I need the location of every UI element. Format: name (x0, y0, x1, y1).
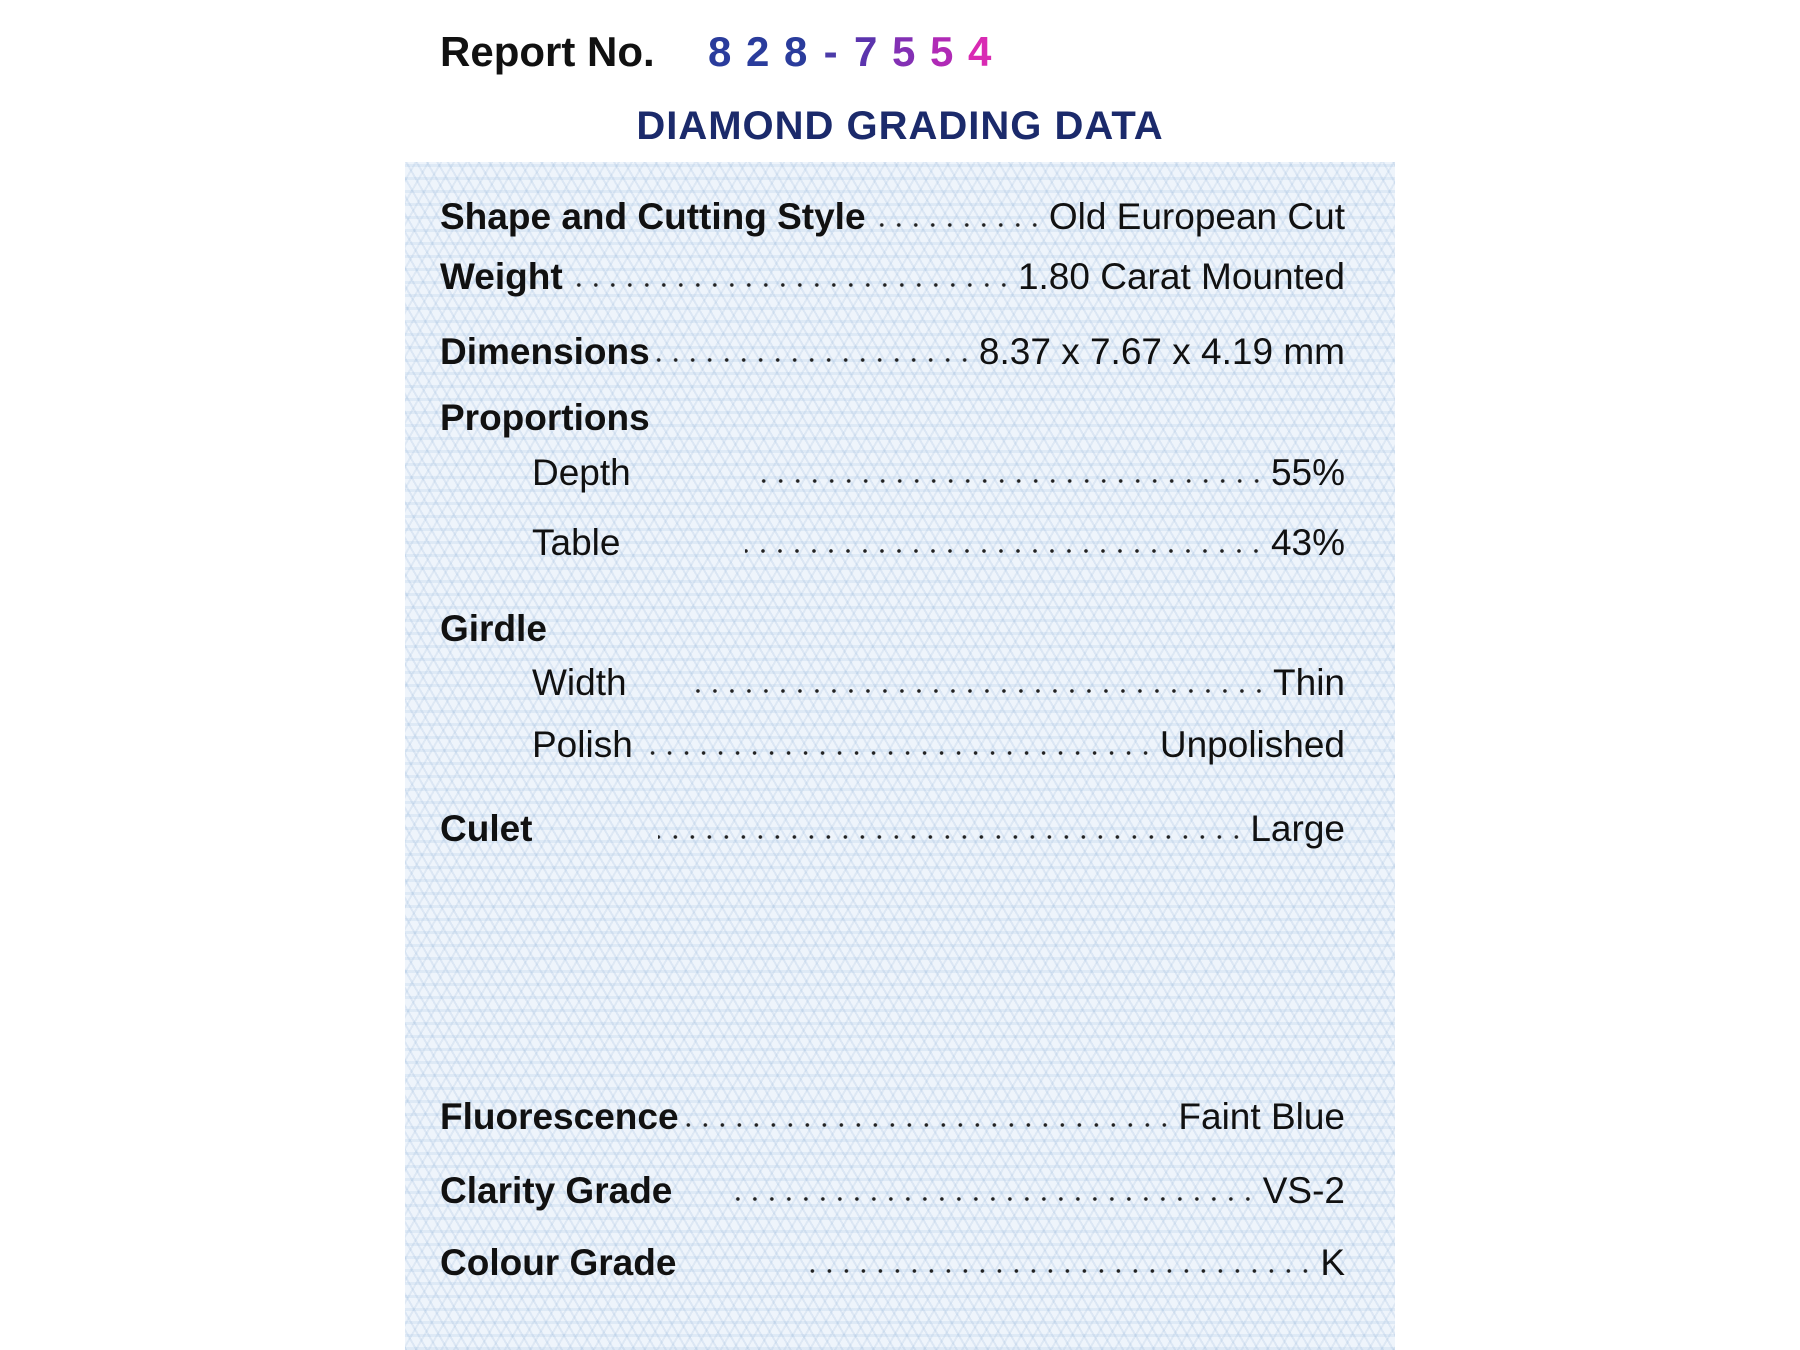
report-digit: 7 (853, 28, 878, 75)
row-depth (532, 446, 1345, 494)
row-shape (440, 190, 1345, 238)
report-digit: 5 (929, 28, 954, 75)
row-girdle-polish (532, 718, 1345, 766)
report-number-digits (707, 28, 993, 76)
leader-dots (656, 357, 973, 363)
report-digit: 8 (707, 28, 732, 75)
report-digit: - (823, 28, 838, 75)
leader-dots (658, 834, 1245, 840)
row-value: 55% (1270, 452, 1345, 493)
leader-dots (685, 1122, 1173, 1128)
row-label: Width (532, 662, 627, 703)
row-value: Unpolished (1159, 724, 1345, 765)
row-culet (440, 802, 1345, 850)
row-value: Thin (1273, 662, 1345, 703)
report-digit: 2 (745, 28, 770, 75)
row-label: Depth (532, 452, 631, 493)
row-value: Old European Cut (1048, 196, 1345, 237)
report-digit: 5 (891, 28, 916, 75)
row-value: 43% (1270, 522, 1345, 563)
row-weight (440, 250, 1345, 298)
row-value: Large (1250, 808, 1345, 849)
row-label: Table (532, 522, 621, 563)
row-value: VS-2 (1262, 1170, 1345, 1211)
leader-dots (569, 282, 1012, 288)
row-value: Faint Blue (1178, 1096, 1345, 1137)
row-label: Clarity Grade (440, 1170, 673, 1211)
leader-dots (687, 688, 1267, 694)
leader-dots (801, 1268, 1314, 1274)
section-heading-proportions: Proportions (440, 397, 650, 438)
report-digit: 4 (967, 28, 992, 75)
row-dimensions (440, 325, 1345, 373)
row-label: Shape and Cutting Style (440, 196, 866, 237)
leader-dots (732, 1196, 1256, 1202)
row-label: Weight (440, 256, 563, 297)
row-label: Polish (532, 724, 633, 765)
report-digit: 8 (783, 28, 808, 75)
row-value: 8.37 x 7.67 x 4.19 mm (978, 331, 1345, 372)
row-label: Culet (440, 808, 533, 849)
document-title: DIAMOND GRADING DATA (636, 104, 1164, 148)
row-value: K (1320, 1242, 1345, 1283)
row-label: Fluorescence (440, 1096, 679, 1137)
row-colour (440, 1236, 1345, 1284)
row-value: 1.80 Carat Mounted (1017, 256, 1345, 297)
report-number (440, 28, 993, 76)
leader-dots (639, 750, 1154, 756)
row-table (532, 516, 1345, 564)
row-label: Colour Grade (440, 1242, 677, 1283)
row-clarity (440, 1164, 1345, 1212)
leader-dots (745, 548, 1264, 554)
leader-dots (756, 478, 1265, 484)
row-fluorescence (440, 1090, 1345, 1138)
leader-dots (872, 222, 1043, 228)
row-girdle-width (532, 656, 1345, 704)
row-label: Dimensions (440, 331, 650, 372)
report-number-label: Report No. (440, 28, 655, 75)
section-heading-girdle: Girdle (440, 608, 547, 649)
